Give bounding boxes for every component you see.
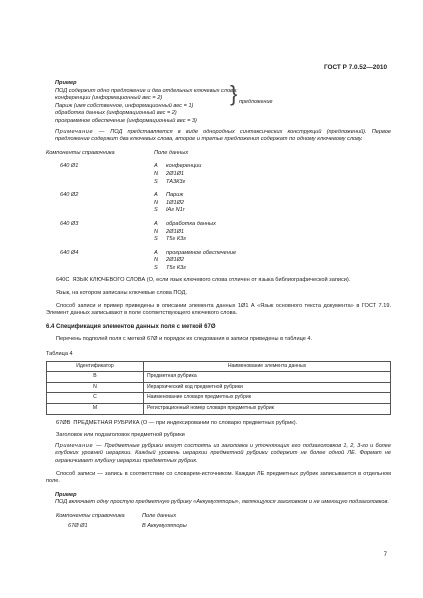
- subfield-code: N: [154, 257, 159, 264]
- field-670b-description: [46, 420, 391, 428]
- example-line: конференции (информационный вес = 2): [55, 95, 163, 102]
- field-tag: 67Ø Ø1: [68, 522, 88, 529]
- field-row: [46, 523, 391, 531]
- subfield-value: Аккумуляторы: [147, 522, 187, 529]
- table-cell-name: Регистрационный номер словаря предметных рубрик: [144, 404, 391, 415]
- note-1: [46, 129, 391, 144]
- subfield-value: 2Ø1Ø1: [166, 228, 185, 235]
- subfield-value: IAг N1r: [166, 207, 185, 214]
- page-number: 7: [383, 552, 387, 558]
- note-text: Предметные рубрики могут состоять из заголовка и уточняющих его подзаголовков 1, 2, 3-го и более глубоких уровней иерархии. Каждый уровень иерархии предметной рубрики содержит не более одной ЛЕ. Формат не ограничивает глубину иерархии предметных рубрик.: [55, 442, 392, 464]
- subfield-value: 2Ø1Ø2: [166, 257, 185, 264]
- paragraph: Заголовок или подзаголовок предметной рубрики: [56, 432, 185, 439]
- example-block-2: [46, 492, 391, 507]
- field-tag: 640 Ø4: [60, 249, 79, 256]
- subfield-code: A: [154, 192, 158, 199]
- fields-header-right: Поле данных: [142, 512, 177, 519]
- subfield-value: Париж: [166, 192, 184, 199]
- field-row: [46, 163, 391, 186]
- field-name: ЯЗЫК КЛЮЧЕВОГО СЛОВА: [72, 277, 146, 284]
- subfield-value: T5г К3г: [166, 236, 187, 243]
- note-label: Примечание —: [55, 128, 106, 135]
- example-intro: ПОД содержит одно предложение и два отдельных ключевых слова:: [55, 87, 238, 94]
- field-row: [46, 192, 391, 215]
- table-cell-name: Иерархический код предметной рубрики: [144, 382, 391, 393]
- field-code: 640С: [56, 277, 70, 284]
- field-text: (О — при индексировании по словарю предметных рубрик).: [141, 419, 298, 426]
- page-content: [46, 80, 391, 530]
- subfield-value: 1Ø1Ø2: [166, 199, 185, 206]
- subfield-code: S: [154, 236, 158, 243]
- field-code: 67ØB: [56, 419, 71, 426]
- note-2: [46, 443, 391, 466]
- table-cell-id: C: [47, 393, 144, 404]
- table-title: Таблица 4: [46, 351, 73, 358]
- field-row: [46, 250, 391, 273]
- fields-header-left: Компоненты справочника: [46, 149, 115, 156]
- subfield-value: обработка данных: [166, 220, 216, 227]
- subfield-value: 2Ø1Ø1: [166, 170, 185, 177]
- table-row: [47, 404, 391, 415]
- paragraph: Способ записи — запись в соответствии со словарем-источником. Каждая ЛЕ предметных рубрик записывается в отдельном поле.: [46, 470, 391, 485]
- field-tag: 640 Ø2: [60, 192, 79, 199]
- subfield-code: N: [154, 199, 159, 206]
- field-tag: 640 Ø1: [60, 163, 79, 170]
- subfield-value: T5г К3г: [166, 264, 187, 271]
- table-row: [47, 372, 391, 383]
- fields-header-2: [46, 513, 391, 521]
- paragraph: Язык, на котором записаны ключевые слова ПОД.: [56, 290, 187, 297]
- field-tag: 640 Ø3: [60, 220, 79, 227]
- section-text: Перечень подполей поля с меткой 67Ø и порядок их следования в записи приведены в таблице 4.: [56, 336, 313, 343]
- note-label: Примечание —: [55, 442, 103, 449]
- table-header-cell: Идентификатор: [47, 361, 144, 372]
- fields-header-right: Поле данных: [154, 149, 189, 156]
- example-label: Пример: [55, 80, 77, 86]
- field-name: ПРЕДМЕТНАЯ РУБРИКА: [73, 419, 140, 426]
- subfield-code: S: [154, 264, 158, 271]
- paragraph: Способ записи и пример приведены в описании элемента данных 1Ø1 А «Язык основного текста документа» в ГОСТ 7.19. Элемент данных записывают в поле соответствующего ключевого слова.: [46, 302, 391, 317]
- fields-header: [46, 150, 391, 158]
- example-text: ПОД включает одну простую предметную рубрику «Аккумуляторы», являющуюся заголовком и не имеющую подзаголовков.: [55, 499, 389, 506]
- field-text: (О, если язык ключевого слова отличен от языка библиографической записи).: [146, 277, 351, 284]
- subfield-value: конференции: [166, 163, 202, 170]
- table-row: [47, 382, 391, 393]
- example-line: Париж (имя собственное, информационный вес = 1): [55, 102, 194, 109]
- subfield-code: A: [154, 163, 158, 170]
- table-4: [46, 361, 391, 415]
- subfield-code: A: [154, 249, 158, 256]
- note-text: ПОД представляется в виде однородных синтаксических конструкций (предложений). Первое предложение содержит два ключевых слова, второе и третье предложения содержат по одному ключевому слову.: [55, 128, 392, 143]
- field-row: [46, 221, 391, 244]
- fields-header-left: Компоненты справочника: [56, 512, 125, 519]
- table-header-row: [47, 361, 391, 372]
- example-line: программное обеспечение (информационный вес = 3): [55, 117, 197, 124]
- section-title: 6.4 Спецификация элементов данных поля с меткой 67Ø: [46, 323, 216, 330]
- example-label: Пример: [55, 491, 77, 498]
- table-row: [47, 393, 391, 404]
- table-cell-name: Наименование словаря предметных рубрик: [144, 393, 391, 404]
- table-header-cell: Наименование элемента данных: [144, 361, 391, 372]
- subfield-code: S: [154, 178, 158, 185]
- table-cell-name: Предметная рубрика: [144, 372, 391, 383]
- example-line: обработка данных (информационный вес = 2): [55, 110, 177, 117]
- subfield-code: B: [142, 522, 146, 529]
- table-cell-id: N: [47, 382, 144, 393]
- subfield-code: A: [154, 220, 158, 227]
- subfield-code: S: [154, 207, 158, 214]
- table-cell-id: B: [47, 372, 144, 383]
- subfield-value: ТА3К3г: [166, 178, 186, 185]
- field-640c-description: [46, 277, 391, 285]
- example-block-1: [46, 80, 391, 126]
- subfield-value: программное обеспечение: [166, 249, 237, 256]
- subfield-code: N: [154, 228, 159, 235]
- standard-header: ГОСТ Р 7.0.52—2010: [323, 64, 387, 71]
- sentence-brace-label: } предложение: [239, 99, 272, 107]
- table-cell-id: M: [47, 404, 144, 415]
- subfield-code: N: [154, 170, 159, 177]
